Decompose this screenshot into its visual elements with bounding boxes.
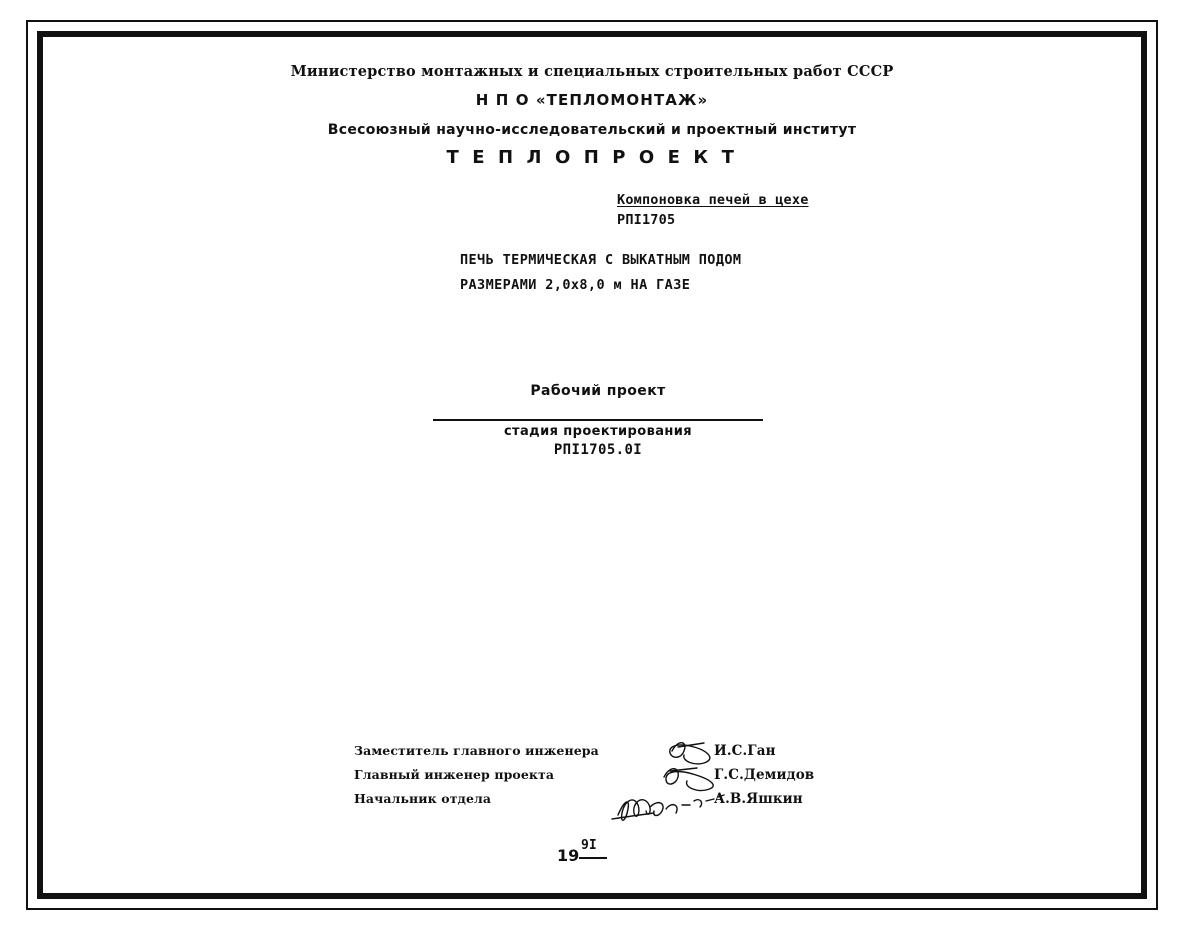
project-title-line-2: РАЗМЕРАМИ 2,0х8,0 м НА ГАЗЕ	[460, 276, 691, 293]
signature-name: И.С.Ган	[714, 743, 776, 759]
stage-name: Рабочий проект	[530, 383, 666, 399]
project-title-line-1: ПЕЧЬ ТЕРМИЧЕСКАЯ С ВЫКАТНЫМ ПОДОМ	[460, 252, 742, 268]
object-block	[617, 191, 809, 230]
object-line-1: Компоновка печей в цехе	[617, 192, 809, 208]
object-line-2: РПI1705	[617, 211, 676, 228]
signature-name: Г.С.Демидов	[714, 767, 815, 783]
year-suffix: 9I	[581, 838, 597, 853]
year-prefix: 19	[557, 846, 580, 865]
signature-role: Начальник отдела	[354, 791, 492, 806]
project-title-block	[460, 248, 741, 298]
signature-block	[354, 743, 824, 815]
signature-role: Заместитель главного инженера	[354, 743, 599, 758]
title-sheet	[49, 43, 1135, 887]
year-block	[557, 838, 677, 872]
signature-name: А.В.Яшкин	[714, 791, 803, 807]
year-underline	[579, 857, 607, 859]
institute-name-line: Т Е П Л О П Р О Е К Т	[446, 147, 738, 168]
stage-code: РПI1705.0I	[553, 442, 643, 458]
stage-caption: стадия проектирования	[503, 424, 693, 439]
ministry-line: Министерство монтажных и специальных строительных работ СССР	[290, 63, 894, 80]
signature-row	[354, 791, 824, 815]
organization-header	[49, 63, 1135, 168]
association-line: Н П О «ТЕПЛОМОНТАЖ»	[475, 91, 709, 109]
signature-row	[354, 743, 824, 767]
stage-divider	[433, 419, 763, 421]
design-stage-block	[433, 383, 763, 458]
signature-role: Главный инженер проекта	[354, 767, 555, 782]
signature-row	[354, 767, 824, 791]
institute-description-line: Всесоюзный научно-исследовательский и проектный институт	[327, 122, 857, 138]
